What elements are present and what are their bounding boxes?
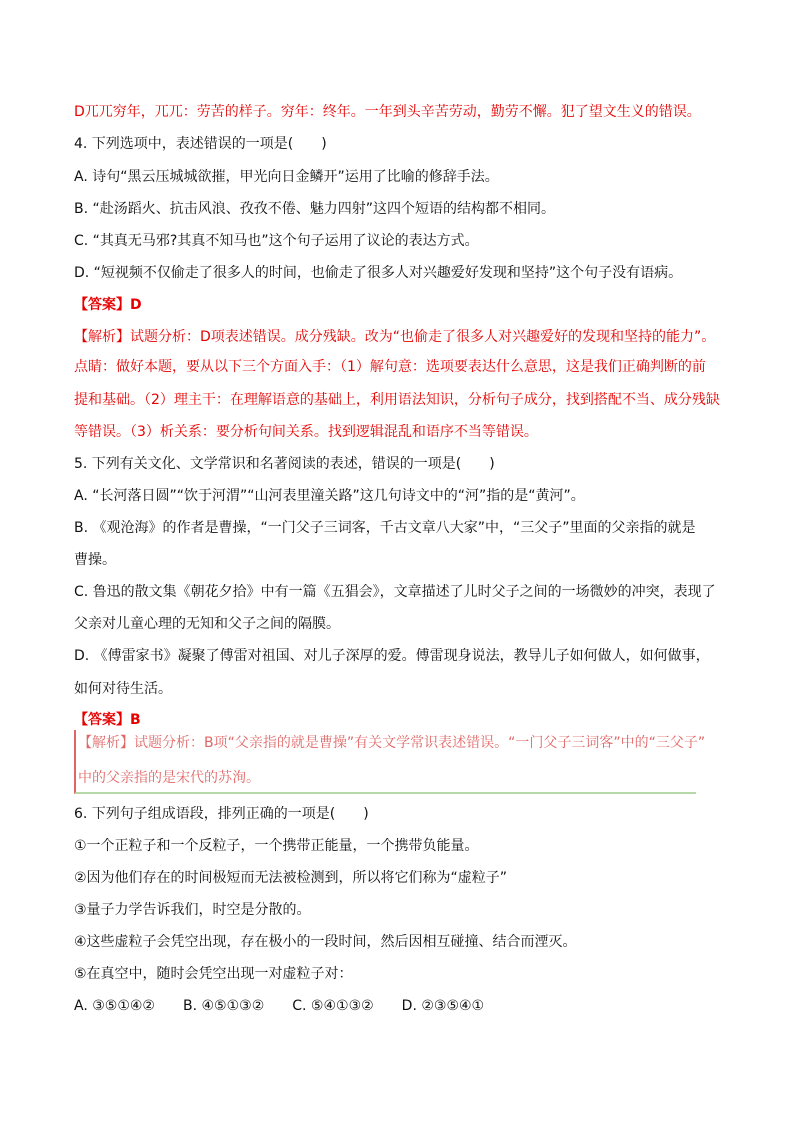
question-5-stem: 5. 下列有关文化、文学常识和名著阅读的表述，错误的一项是( ): [74, 456, 495, 472]
question-4-tip-line-3: 等错误。（3）析关系：要分析句间关系。找到逻辑混乱和语序不当等错误。: [74, 424, 538, 440]
option-d-explanation: D兀兀穷年，兀兀：劳苦的样子。穷年：终年。一年到头辛苦劳动，勤劳不懈。犯了望文生义的错误。: [74, 104, 701, 120]
question-5-option-c-line-1: C. 鲁迅的散文集《朝花夕拾》中有一篇《五猖会》，文章描述了儿时父子之间的一场微妙的冲突，表现了: [74, 584, 716, 600]
question-4-option-c: C. “其真无马邪?其真不知马也”这个句子运用了议论的表达方式。: [74, 233, 479, 249]
question-5-option-d-line-1: D. 《傅雷家书》凝聚了傅雷对祖国、对儿子深厚的爱。傅雷现身说法，教导儿子如何做人，如何做事，: [74, 648, 710, 664]
question-5-option-b-line-1: B. 《观沧海》的作者是曹操，“一门父子三词客，千古文章八大家”中，“三父子”里面的父亲指的就是: [74, 520, 696, 536]
question-4-option-b: B. “赴汤蹈火、抗击风浪、孜孜不倦、魅力四射”这四个短语的结构都不相同。: [74, 201, 556, 217]
question-5-option-a: A. “长河落日圆”“饮于河渭”“山河表里潼关路”这几句诗文中的“河”指的是“黄河”。: [74, 488, 585, 504]
question-4-tip-line-2: 提和基础。（2）理主干：在理解语意的基础上，利用语法知识，分析句子成分，找到搭配不当、成分残缺: [74, 392, 720, 408]
question-6-options: A. ③⑤①④② B. ④⑤①③② C. ⑤④①③② D. ②③⑤④①: [74, 998, 485, 1014]
question-4-option-d: D. “短视频不仅偷走了很多人的时间，也偷走了很多人对兴趣爱好发现和坚持”这个句子没有语病。: [74, 265, 683, 281]
question-4-stem: 4. 下列选项中，表述错误的一项是( ): [74, 136, 327, 152]
question-6-stem: 6. 下列句子组成语段，排列正确的一项是( ): [74, 806, 369, 822]
question-5-option-d-line-2: 如何对待生活。: [74, 681, 172, 697]
question-5-answer: 【答案】B: [74, 712, 141, 728]
question-6-sentence-5: ⑤在真空中，随时会凭空出现一对虚粒子对：: [74, 966, 353, 982]
question-4-option-a: A. 诗句“黑云压城城欲摧，甲光向日金鳞开”运用了比喻的修辞手法。: [74, 169, 499, 185]
question-5-analysis-box: [74, 730, 706, 794]
question-4-answer: 【答案】D: [74, 297, 142, 313]
question-4-analysis: 【解析】试题分析：D项表述错误。成分残缺。改为“也偷走了很多人对兴趣爱好的发现和坚持的能力”。: [74, 329, 716, 345]
question-5-analysis-line-1: 【解析】试题分析：B项“父亲指的就是曹操”有关文学常识表述错误。“一门父子三词客”中的“三父子”: [78, 735, 706, 751]
question-4-tip-line-1: 点睛：做好本题，要从以下三个方面入手：（1）解句意：选项要表达什么意思，这是我们正确判断的前: [74, 359, 706, 375]
question-6-sentence-3: ③量子力学告诉我们，时空是分散的。: [74, 902, 311, 918]
question-5-option-b-line-2: 曹操。: [74, 552, 116, 568]
question-5-analysis-line-2: 中的父亲指的是宋代的苏洵。: [78, 770, 260, 786]
question-6-sentence-1: ①一个正粒子和一个反粒子，一个携带正能量，一个携带负能量。: [74, 838, 479, 854]
question-5-option-c-line-2: 父亲对儿童心理的无知和父子之间的隔膜。: [74, 616, 340, 632]
question-6-sentence-2: ②因为他们存在的时间极短而无法被检测到，所以将它们称为“虚粒子”: [74, 870, 508, 886]
question-6-sentence-4: ④这些虚粒子会凭空出现，存在极小的一段时间，然后因相互碰撞、结合而湮灭。: [74, 934, 577, 950]
